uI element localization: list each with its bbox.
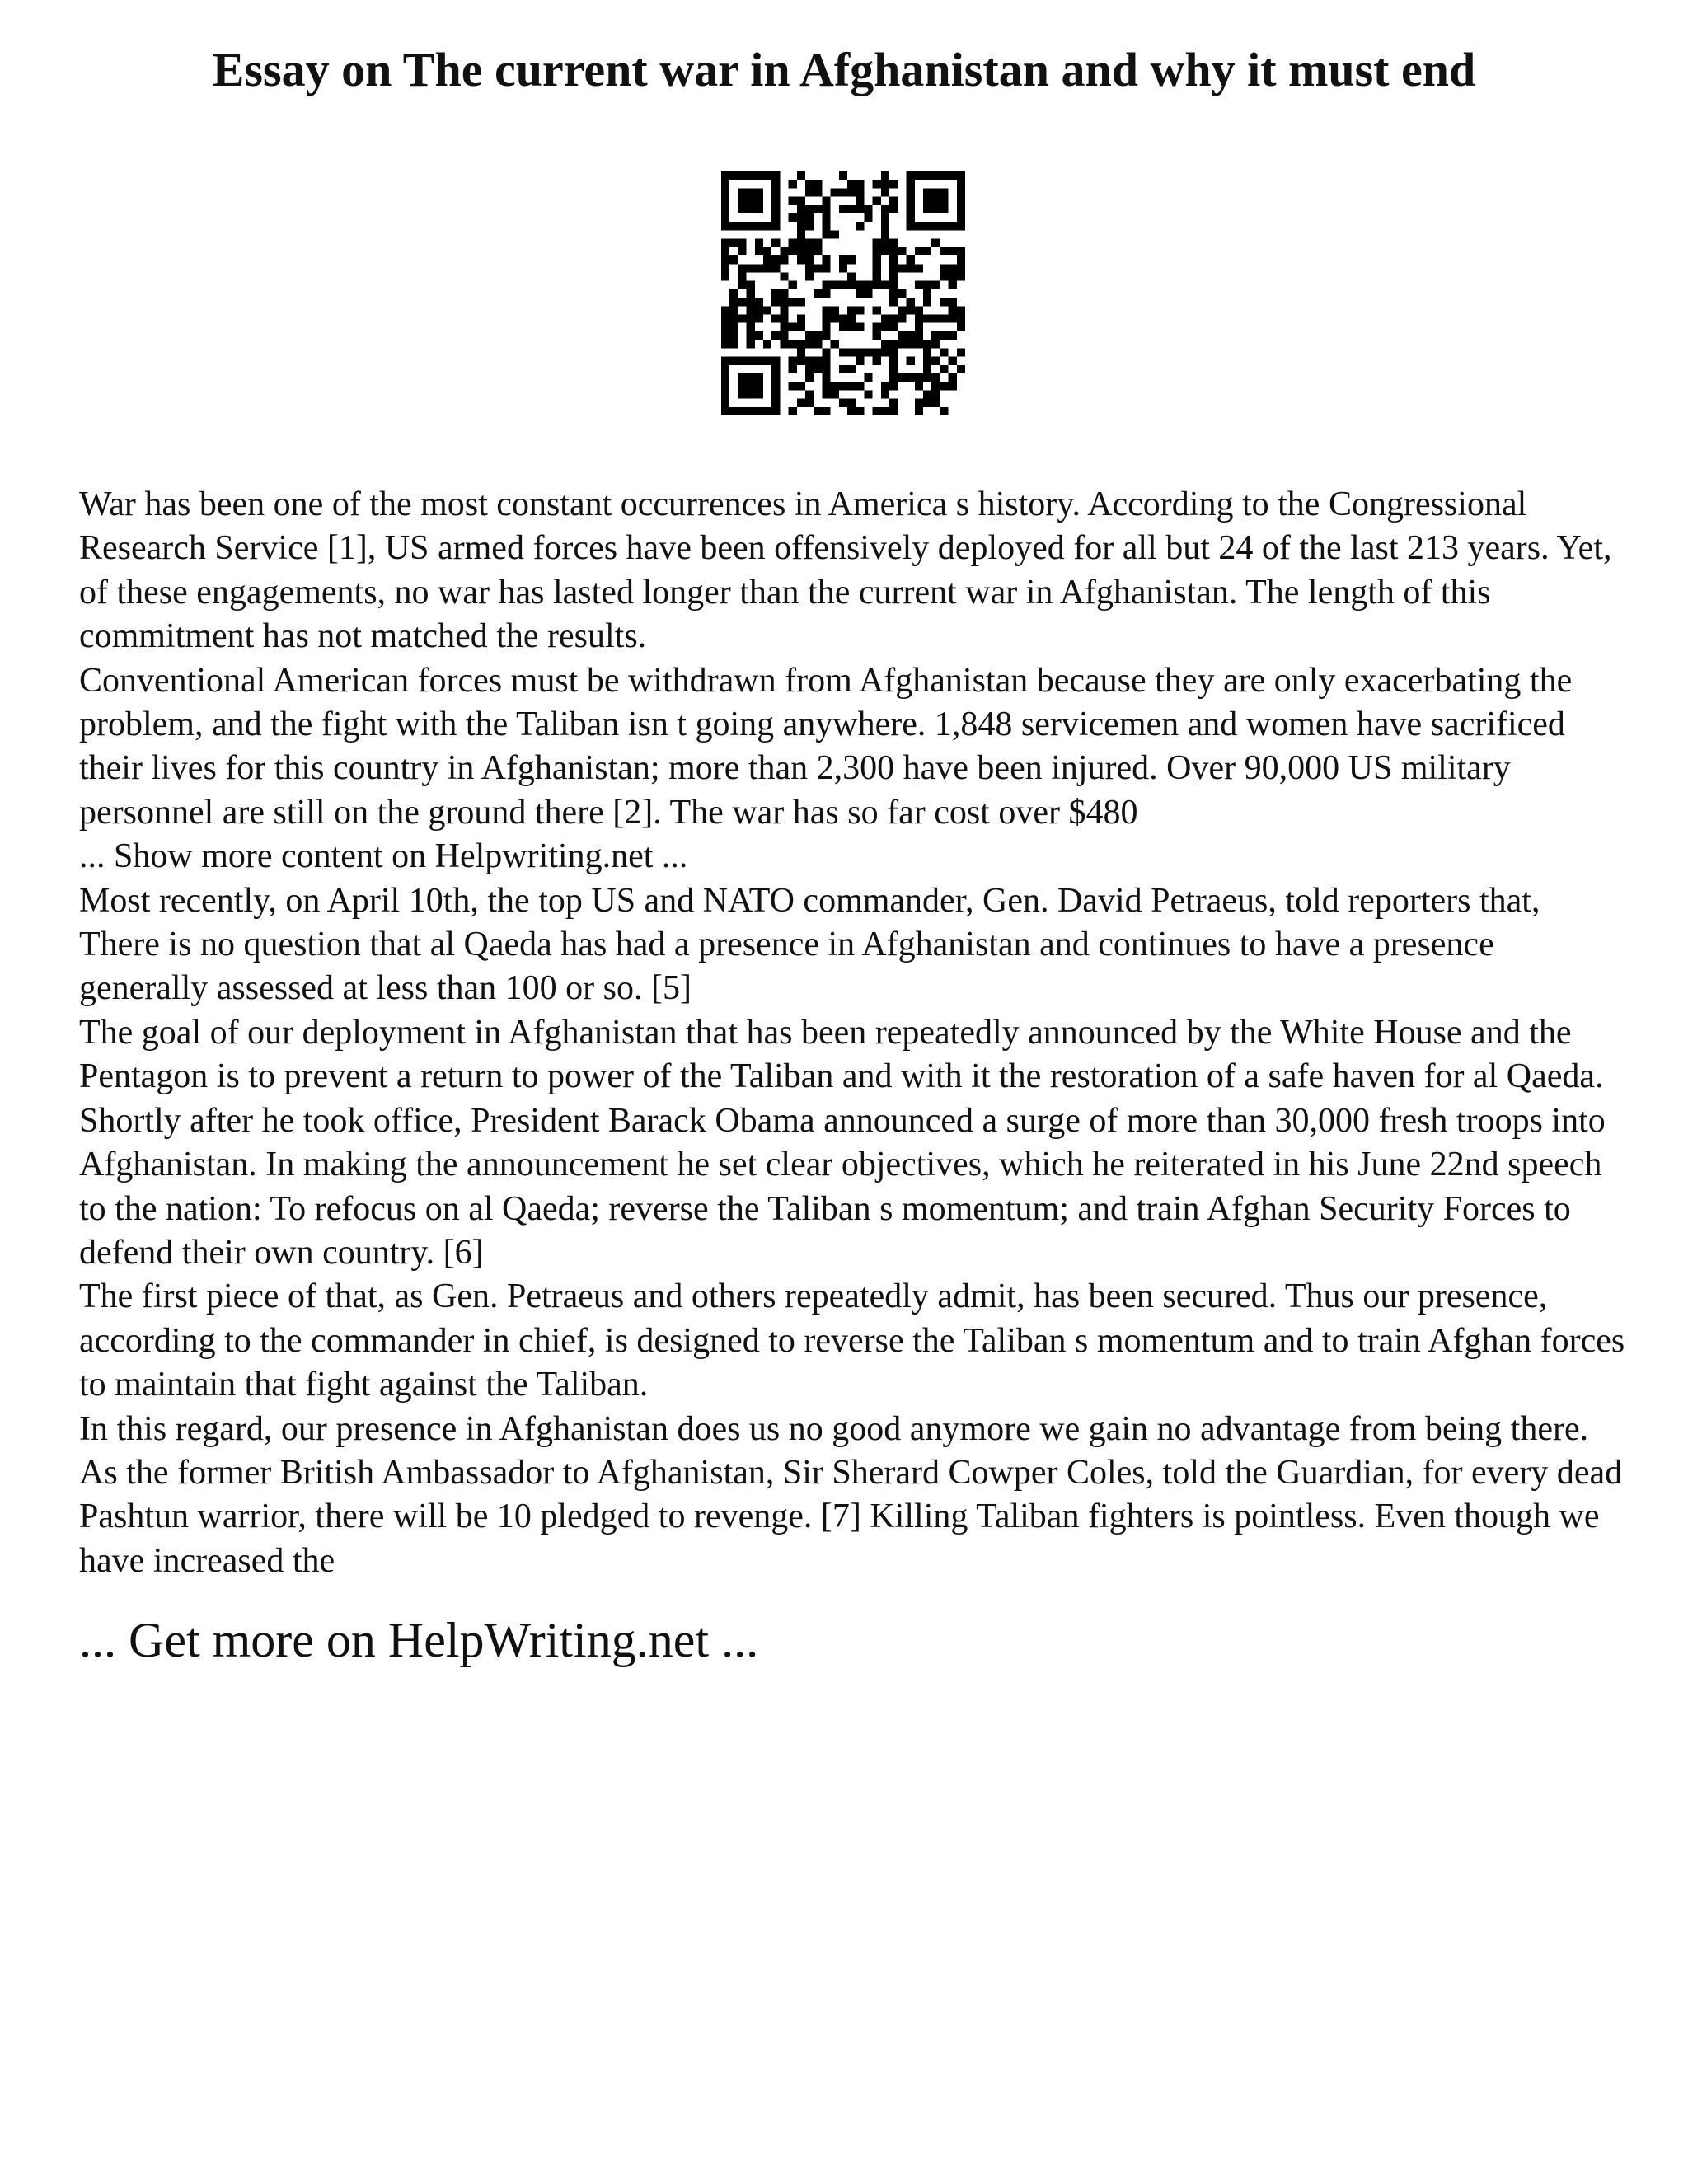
essay-body bbox=[79, 483, 1629, 1583]
paragraph-2: Conventional American forces must be withdrawn from Afghanistan because they are only exacerbating the problem, and the fight with the Taliban isn t going anywhere. 1,848 servicemen and women have sacrificed their lives for this country in Afghanistan; more than 2,300 have been injured. Over 90,000 US military personnel are still on the ground there [2]. The war has so far cost over $480 bbox=[79, 661, 1573, 832]
page-title: Essay on The current war in Afghanistan and why it must end bbox=[212, 43, 1476, 96]
get-more-link[interactable]: ... Get more on HelpWriting.net ... bbox=[79, 1613, 759, 1667]
qr-code-icon[interactable] bbox=[721, 171, 965, 415]
paragraph-3: Most recently, on April 10th, the top US and NATO commander, Gen. David Petraeus, told reporters that, There is no question that al Qaeda has had a presence in Afghanistan and continues to have a presence generally assessed at less than 100 or so. [5] bbox=[79, 881, 1540, 1008]
show-more-link[interactable]: ... Show more content on Helpwriting.net ... bbox=[79, 837, 688, 876]
paragraph-6: In this regard, our presence in Afghanistan does us no good anymore we gain no advantage from being there. As the former British Ambassador to Afghanistan, Sir Sherard Cowper Coles, told the Guardian, for every dead Pashtun warrior, there will be 10 pledged to revenge. [7] Killing Taliban fighters is pointless. Even though we have increased the bbox=[79, 1409, 1623, 1580]
paragraph-4: The goal of our deployment in Afghanistan that has been repeatedly announced by the White House and the Pentagon is to prevent a return to power of the Taliban and with it the restoration of a safe haven for al Qaeda. Shortly after he took office, President Barack Obama announced a surge of more than 30,000 fresh troops into Afghanistan. In making the announcement he set clear objectives, which he reiterated in his June 22nd speech to the nation: To refocus on al Qaeda; reverse the Taliban s momentum; and train Afghan Security Forces to defend their own country. [6] bbox=[79, 1013, 1606, 1272]
paragraph-1: War has been one of the most constant occurrences in America s history. According to the Congressional Research Service [1], US armed forces have been offensively deployed for all but 24 of the last 213 years. Yet, of these engagements, no war has lasted longer than the current war in Afghanistan. The length of this commitment has not matched the results. bbox=[79, 485, 1612, 656]
paragraph-5: The first piece of that, as Gen. Petraeus and others repeatedly admit, has been secured. Thus our presence, according to the commander in chief, is designed to reverse the Taliban s momentum and to train Afghan forces to maintain that fight against the Taliban. bbox=[79, 1277, 1625, 1404]
